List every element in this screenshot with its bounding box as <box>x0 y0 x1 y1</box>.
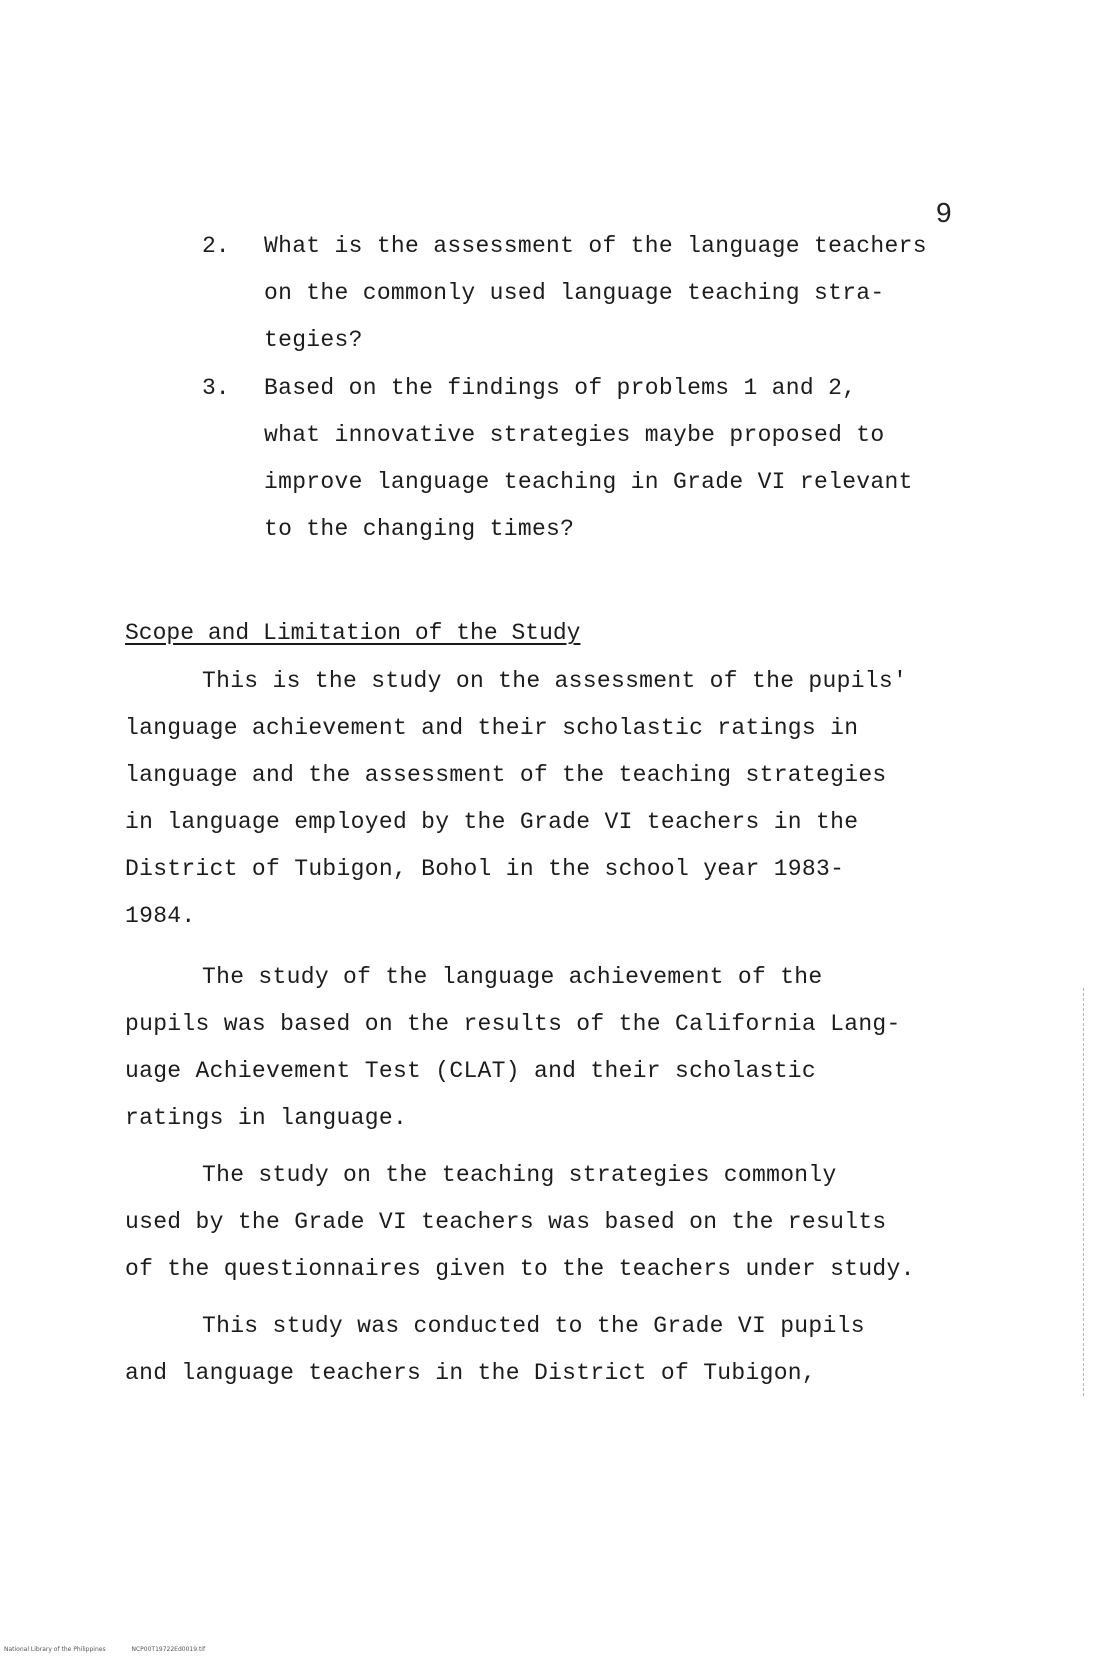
paragraph-line: of the questionnaires given to the teachers under study. <box>125 1256 915 1282</box>
paragraph-line: ratings in language. <box>125 1105 408 1131</box>
item-line: on the commonly used language teaching stra- <box>264 280 885 306</box>
paragraph-line: pupils was based on the results of the California Lang- <box>125 1011 901 1037</box>
section-heading: Scope and Limitation of the Study <box>125 620 581 646</box>
paragraph-line: in language employed by the Grade VI teachers in the <box>125 809 859 835</box>
paragraph-line: uage Achievement Test (CLAT) and their scholastic <box>125 1058 817 1084</box>
page-number: 9 <box>936 197 952 228</box>
item-line: improve language teaching in Grade VI relevant <box>264 469 913 495</box>
scan-footer <box>4 1646 229 1654</box>
footer-library: National Library of the Philippines <box>4 1646 106 1653</box>
paragraph-line: The study on the teaching strategies commonly <box>202 1162 837 1188</box>
paragraph-line: This is the study on the assessment of the pupils' <box>202 668 908 694</box>
paragraph-line: The study of the language achievement of the <box>202 964 823 990</box>
paragraph-line: language and the assessment of the teaching strategies <box>125 762 887 788</box>
paragraph-line: and language teachers in the District of Tubigon, <box>125 1360 817 1386</box>
item-line: to the changing times? <box>264 516 575 542</box>
paragraph-line: used by the Grade VI teachers was based on the results <box>125 1209 887 1235</box>
item-line: tegies? <box>264 327 363 353</box>
item-number: 2. <box>202 233 230 259</box>
item-line: what innovative strategies maybe proposed to <box>264 422 885 448</box>
footer-file-id: NCP00T19722Ed0019.tif <box>131 1646 206 1653</box>
scan-edge-rule <box>1083 988 1084 1396</box>
item-number: 3. <box>202 375 230 401</box>
item-line: What is the assessment of the language teachers <box>264 233 927 259</box>
paragraph-line: 1984. <box>125 903 196 929</box>
paragraph-line: language achievement and their scholastic ratings in <box>125 715 859 741</box>
item-line: Based on the findings of problems 1 and 2, <box>264 375 857 401</box>
paragraph-line: This study was conducted to the Grade VI pupils <box>202 1313 865 1339</box>
paragraph-line: District of Tubigon, Bohol in the school year 1983- <box>125 856 845 882</box>
